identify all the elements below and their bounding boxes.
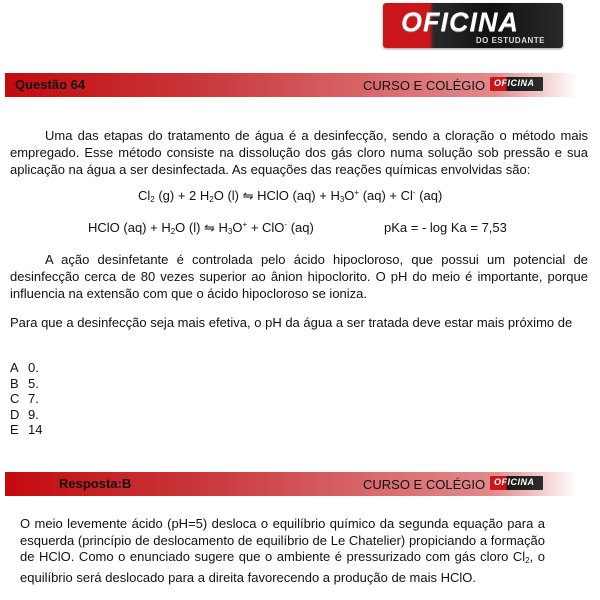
course-label: CURSO E COLÉGIO (363, 477, 486, 492)
logo-name: OFICINA (401, 7, 519, 37)
logo-subtitle: DO ESTUDANTE (475, 36, 545, 45)
option-e[interactable]: E 14 (10, 422, 43, 437)
answer-header-bar (5, 472, 595, 496)
mini-oficina-logo (490, 476, 543, 490)
mini-logo-text: OFICINA (494, 78, 535, 88)
equation-1: $Cl_2$ (g) + 2 $H_2O$ (l) ⇋ HClO $(aq) + H_3O^+$ (aq) + Cl- (aq) (138, 188, 443, 204)
question-header-bar (5, 73, 595, 97)
option-a[interactable]: A 0. (10, 360, 39, 375)
pka-formula: pKa = - log Ka = 7,53 (384, 220, 507, 235)
option-b[interactable]: B 5. (10, 375, 39, 391)
answer-explanation: O meio levemente ácido (pH=5) desloca o equilíbrio químico da segunda equação para a esquerda (princípio de deslocamento de equilíbrio de Le Chatelier) propiciando a formação de HClO. Como o enunciado sugere que o ambiente é pressurizado com gás cloro $Cl_2$, o equilíbrio será deslocado para a direita favorecendo a produção de mais HClO. (20, 516, 545, 585)
course-label: CURSO E COLÉGIO (363, 78, 486, 93)
answer-options (10, 360, 42, 438)
question-explanation: A ação desinfetante é controlada pelo ácido hipocloroso, que possui um potencial de desinfecção cerca de 80 vezes superior ao ânion hipoclorito. O pH do meio é importante, porque influencia na extensão com que o ácido hipocloroso se ioniza. (10, 252, 588, 301)
oficina-logo (383, 3, 563, 48)
option-d[interactable]: D 9. (10, 406, 39, 422)
equation-2: HClO $(aq) + H_2O$ (l) ⇋ $H_3O^+ + ClO^-$ (aq) (88, 220, 314, 236)
question-title: Questão 64 (15, 77, 86, 92)
option-c[interactable]: C 7. (10, 391, 39, 406)
question-intro: Uma das etapas do tratamento de água é a desinfecção, sendo a cloração o método mais empregado. Esse método consiste na dissolução dos gás cloro numa solução sob pressão e sua aplicação na água a ser desinfectada. As equações das reações químicas envolvidas são: (10, 128, 588, 177)
mini-oficina-logo (490, 77, 543, 91)
mini-logo-text: OFICINA (494, 477, 535, 487)
question-prompt: Para que a desinfecção seja mais efetiva, o pH da água a ser tratada deve estar mais próximo de (10, 315, 573, 330)
answer-title: Resposta:B (59, 476, 132, 491)
